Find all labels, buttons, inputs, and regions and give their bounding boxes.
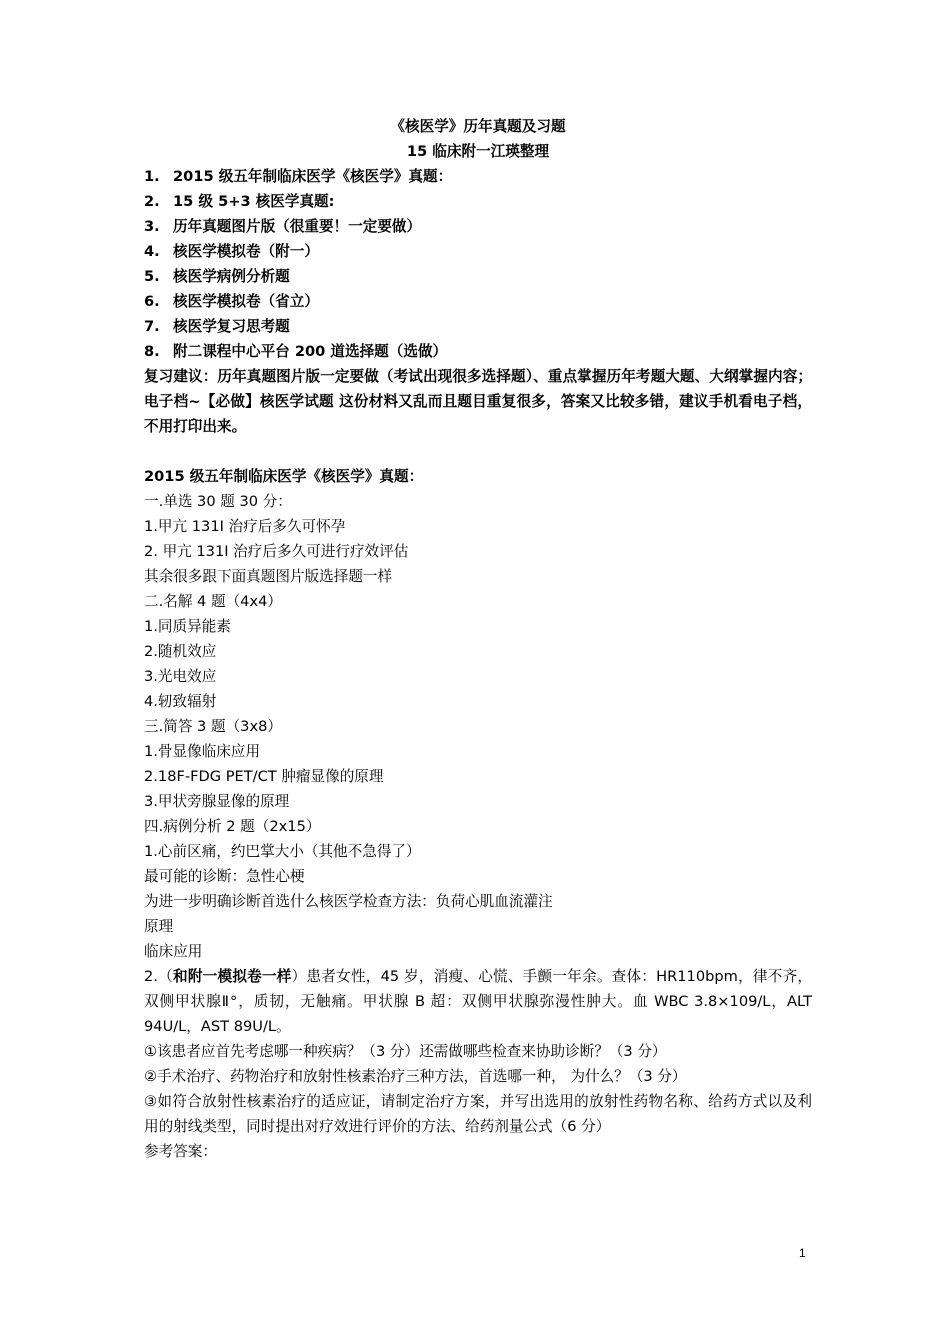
toc-text: 15 级 5+3 核医学真题:	[173, 193, 335, 210]
toc-item	[144, 164, 812, 189]
toc-item	[144, 339, 812, 364]
toc-text: 附二课程中心平台 200 道选择题（选做）	[173, 343, 448, 360]
toc-item	[144, 289, 812, 314]
toc-item	[144, 189, 812, 214]
toc-item	[144, 214, 812, 239]
question-line: 最可能的诊断：急性心梗	[144, 868, 305, 885]
question-line: 为进一步明确诊断首选什么核医学检查方法：负荷心肌血流灌注	[144, 893, 553, 910]
case-two-bold-note: 和附一模拟卷一样	[173, 968, 292, 985]
toc-item	[144, 314, 812, 339]
question-line: 3.甲状旁腺显像的原理	[144, 793, 290, 810]
question-line: 2.18F-FDG PET/CT 肿瘤显像的原理	[144, 768, 384, 785]
toc-number: 6.	[144, 293, 160, 310]
section-heading: 三.简答 3 题（3x8）	[144, 718, 282, 735]
answer-label: 参考答案：	[144, 1143, 217, 1160]
question-line: 2. 甲亢 131I 治疗后多久可进行疗效评估	[144, 543, 409, 560]
case-question-2: ②手术治疗、药物治疗和放射性核素治疗三种方法，首选哪一种， 为什么？（3 分）	[144, 1068, 687, 1085]
exam-heading: 2015 级五年制临床医学《核医学》真题：	[144, 468, 424, 485]
toc-number: 4.	[144, 243, 160, 260]
review-advice: 复习建议：历年真题图片版一定要做（考试出现很多选择题）、重点掌握历年考题大题、大纲掌握内容；电子档~【必做】核医学试题 这份材料又乱而且题目重复很多，答案又比较多错，建议手机看电子档，不用打印出来。	[144, 368, 812, 435]
toc-text: 核医学复习思考题	[173, 318, 290, 335]
toc-item	[144, 264, 812, 289]
question-line: 2.随机效应	[144, 643, 217, 660]
toc-number: 5.	[144, 268, 160, 285]
question-line: 3.光电效应	[144, 668, 217, 685]
question-line: 其余很多跟下面真题图片版选择题一样	[144, 568, 393, 585]
section-heading: 四.病例分析 2 题（2x15）	[144, 818, 321, 835]
section-heading: 二.名解 4 题（4x4）	[144, 593, 282, 610]
toc-text: 2015 级五年制临床医学《核医学》真题：	[173, 168, 453, 185]
question-line: 临床应用	[144, 943, 203, 960]
blank-line	[144, 439, 812, 464]
case-question-3: ③如符合放射性核素治疗的适应证，请制定治疗方案，并写出选用的放射性药物名称、给药方式以及利用的射线类型，同时提出对疗效进行评价的方法、给药剂量公式（6 分）	[144, 1093, 812, 1135]
question-line: 1.甲亢 131I 治疗后多久可怀孕	[144, 518, 346, 535]
case-two-prefix: 2.（	[144, 968, 173, 985]
case-two-paragraph	[144, 964, 812, 1039]
toc-number: 8.	[144, 343, 160, 360]
question-line: 4.轫致辐射	[144, 693, 217, 710]
toc-number: 2.	[144, 193, 160, 210]
toc-item	[144, 239, 812, 264]
section-heading: 一.单选 30 题 30 分：	[144, 493, 292, 510]
question-line: 1.骨显像临床应用	[144, 743, 261, 760]
question-line: 1.心前区痛，约巴掌大小（其他不急得了）	[144, 843, 421, 860]
question-line: 原理	[144, 918, 174, 935]
document-title: 《核医学》历年真题及习题	[390, 118, 566, 135]
question-line: 1.同质异能素	[144, 618, 231, 635]
page-number: 1	[799, 1246, 806, 1260]
toc-number: 1.	[144, 168, 160, 185]
document-page	[144, 114, 812, 1164]
case-two-text: ）患者女性，45 岁，消瘦、心慌、手颤一年余。查体：HR110bpm，律不齐，双侧甲状腺Ⅱ°，质韧，无触痛。甲状腺 B 超：双侧甲状腺弥漫性肿大。血 WBC 3.8×109/L，ALT 94U/L，AST 89U/L。	[144, 968, 812, 1035]
toc-text: 核医学病例分析题	[173, 268, 290, 285]
toc-number: 7.	[144, 318, 160, 335]
document-subtitle: 15 临床附一江瑛整理	[406, 143, 550, 160]
case-question-1: ①该患者应首先考虑哪一种疾病？（3 分）还需做哪些检查来协助诊断？（3 分）	[144, 1043, 667, 1060]
toc-text: 核医学模拟卷（省立）	[173, 293, 319, 310]
toc-number: 3.	[144, 218, 160, 235]
toc-text: 核医学模拟卷（附一）	[173, 243, 319, 260]
toc-text: 历年真题图片版（很重要！一定要做）	[173, 218, 422, 235]
table-of-contents	[144, 164, 812, 364]
